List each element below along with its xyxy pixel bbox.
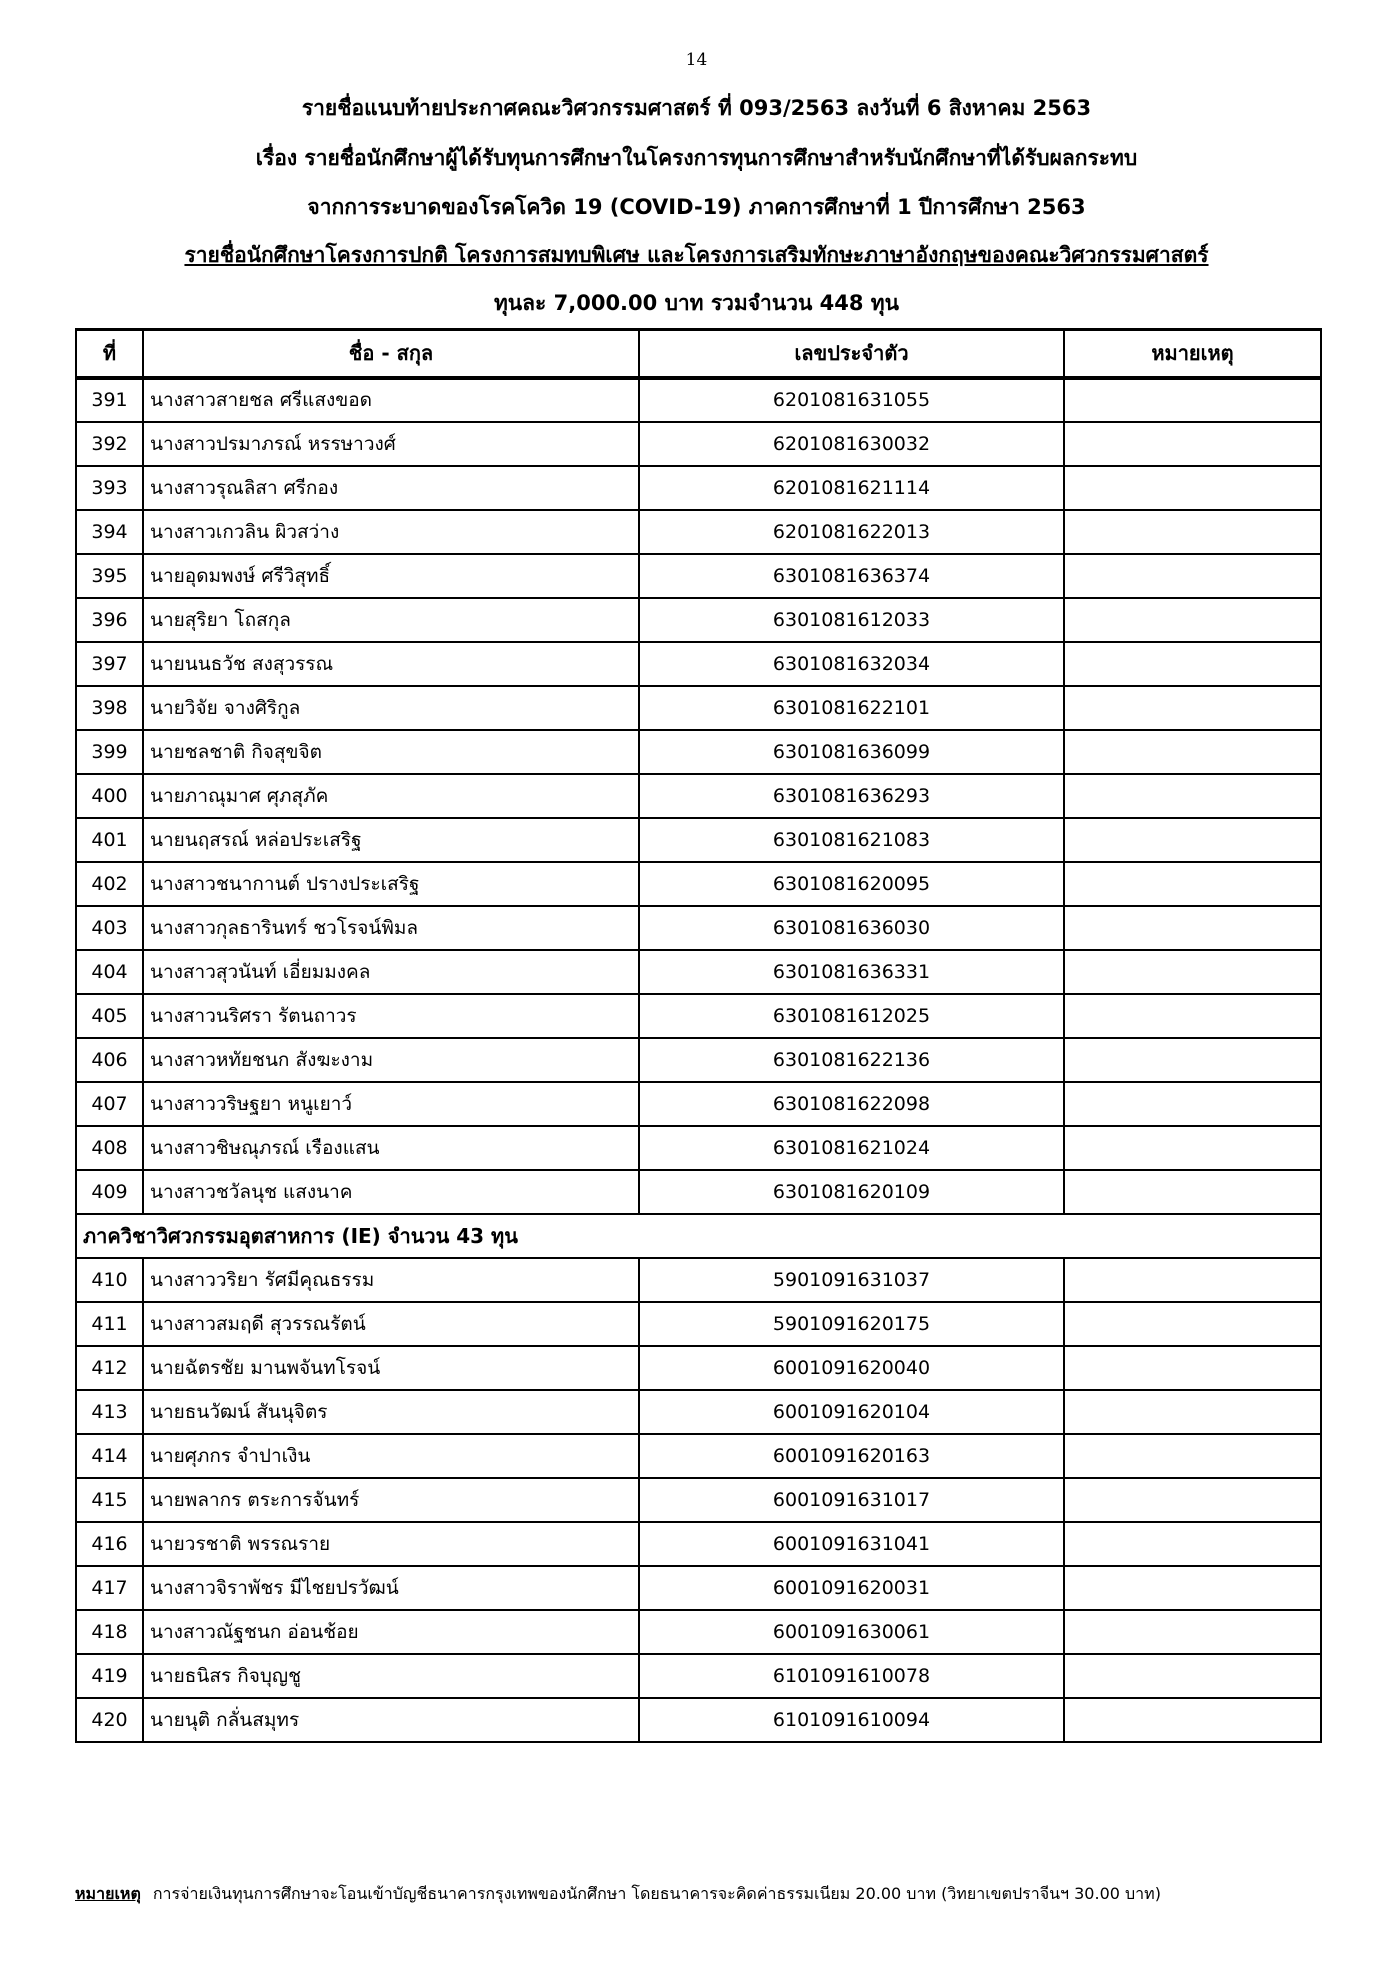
row-number: 420 xyxy=(76,1698,143,1742)
row-number: 396 xyxy=(76,598,143,642)
student-name: นายฉัตรชัย มานพจันทโรจน์ xyxy=(143,1346,639,1390)
column-header-name: ชื่อ - สกุล xyxy=(143,330,639,378)
student-name: นางสาวปรมาภรณ์ หรรษาวงศ์ xyxy=(143,422,639,466)
student-name: นายนนธวัช สงสุวรรณ xyxy=(143,642,639,686)
student-name: นายธนวัฒน์ สันนุจิตร xyxy=(143,1390,639,1434)
row-number: 402 xyxy=(76,862,143,906)
roster-rows-group-b xyxy=(76,1258,1321,1742)
table-row xyxy=(76,422,1321,466)
student-id: 6301081621083 xyxy=(639,818,1064,862)
row-number: 395 xyxy=(76,554,143,598)
program-list-title: รายชื่อนักศึกษาโครงการปกติ โครงการสมทบพิเศษ และโครงการเสริมทักษะภาษาอังกฤษของคณะวิศวกรรมศาสตร์ xyxy=(184,243,1209,267)
remarks-cell xyxy=(1064,466,1321,510)
remarks-cell xyxy=(1064,598,1321,642)
table-row xyxy=(76,1038,1321,1082)
remarks-cell xyxy=(1064,1478,1321,1522)
row-number: 400 xyxy=(76,774,143,818)
student-id: 6201081631055 xyxy=(639,378,1064,422)
student-name: นางสาวรุณลิสา ศรีกอง xyxy=(143,466,639,510)
student-id: 6001091630061 xyxy=(639,1610,1064,1654)
remarks-cell xyxy=(1064,378,1321,422)
footnote-label: หมายเหตุ xyxy=(75,1884,141,1903)
student-name: นายอุดมพงษ์ ศรีวิสุทธิ์ xyxy=(143,554,639,598)
row-number: 415 xyxy=(76,1478,143,1522)
student-name: นายศุภกร จำปาเงิน xyxy=(143,1434,639,1478)
remarks-cell xyxy=(1064,642,1321,686)
student-id: 5901091620175 xyxy=(639,1302,1064,1346)
row-number: 412 xyxy=(76,1346,143,1390)
student-id: 6301081612025 xyxy=(639,994,1064,1038)
student-id: 6301081620095 xyxy=(639,862,1064,906)
student-id: 6001091620104 xyxy=(639,1390,1064,1434)
announcement-reference: รายชื่อแนบท้ายประกาศคณะวิศวกรรมศาสตร์ ที่ 093/2563 ลงวันที่ 6 สิงหาคม 2563 xyxy=(301,96,1092,120)
student-id: 6001091620040 xyxy=(639,1346,1064,1390)
remarks-cell xyxy=(1064,1610,1321,1654)
table-row xyxy=(76,1566,1321,1610)
column-header-remarks: หมายเหตุ xyxy=(1064,330,1321,378)
table-row xyxy=(76,510,1321,554)
table-row xyxy=(76,466,1321,510)
remarks-cell xyxy=(1064,1654,1321,1698)
department-header-row xyxy=(76,1214,1321,1258)
student-id: 6001091631041 xyxy=(639,1522,1064,1566)
remarks-cell xyxy=(1064,686,1321,730)
scholarship-amount-summary: ทุนละ 7,000.00 บาท รวมจำนวน 448 ทุน xyxy=(493,291,900,315)
row-number: 398 xyxy=(76,686,143,730)
student-id: 6301081622101 xyxy=(639,686,1064,730)
remarks-cell xyxy=(1064,1038,1321,1082)
remarks-cell xyxy=(1064,774,1321,818)
row-number: 393 xyxy=(76,466,143,510)
row-number: 391 xyxy=(76,378,143,422)
row-number: 411 xyxy=(76,1302,143,1346)
row-number: 409 xyxy=(76,1170,143,1214)
table-row xyxy=(76,686,1321,730)
student-name: นางสาวกุลธารินทร์ ชวโรจน์พิมล xyxy=(143,906,639,950)
student-id: 6301081620109 xyxy=(639,1170,1064,1214)
student-id: 6301081632034 xyxy=(639,642,1064,686)
student-name: นางสาววริยา รัศมีคุณธรรม xyxy=(143,1258,639,1302)
table-row xyxy=(76,1170,1321,1214)
student-id: 6301081636293 xyxy=(639,774,1064,818)
table-row xyxy=(76,1522,1321,1566)
table-row xyxy=(76,1082,1321,1126)
table-row xyxy=(76,1434,1321,1478)
student-name: นางสาวชิษณุภรณ์ เรืองแสน xyxy=(143,1126,639,1170)
student-id: 6201081622013 xyxy=(639,510,1064,554)
student-id: 6301081612033 xyxy=(639,598,1064,642)
student-id: 6301081636374 xyxy=(639,554,1064,598)
student-id: 6001091620163 xyxy=(639,1434,1064,1478)
student-id: 6001091620031 xyxy=(639,1566,1064,1610)
table-row xyxy=(76,906,1321,950)
remarks-cell xyxy=(1064,1390,1321,1434)
student-name: นางสาวณัฐชนก อ่อนช้อย xyxy=(143,1610,639,1654)
remarks-cell xyxy=(1064,422,1321,466)
row-number: 403 xyxy=(76,906,143,950)
row-number: 405 xyxy=(76,994,143,1038)
remarks-cell xyxy=(1064,1258,1321,1302)
remarks-cell xyxy=(1064,906,1321,950)
table-row xyxy=(76,774,1321,818)
table-row xyxy=(76,1258,1321,1302)
remarks-cell xyxy=(1064,1522,1321,1566)
table-row xyxy=(76,554,1321,598)
table-row xyxy=(76,1302,1321,1346)
table-row xyxy=(76,950,1321,994)
row-number: 414 xyxy=(76,1434,143,1478)
student-id: 5901091631037 xyxy=(639,1258,1064,1302)
remarks-cell xyxy=(1064,862,1321,906)
row-number: 410 xyxy=(76,1258,143,1302)
row-number: 408 xyxy=(76,1126,143,1170)
row-number: 416 xyxy=(76,1522,143,1566)
student-name: นางสาวนริศรา รัตนถาวร xyxy=(143,994,639,1038)
student-id: 6201081621114 xyxy=(639,466,1064,510)
remarks-cell xyxy=(1064,1434,1321,1478)
student-name: นางสาววริษฐยา หนูเยาว์ xyxy=(143,1082,639,1126)
row-number: 406 xyxy=(76,1038,143,1082)
table-row xyxy=(76,862,1321,906)
column-header-number: ที่ xyxy=(76,330,143,378)
table-row xyxy=(76,818,1321,862)
remarks-cell xyxy=(1064,1346,1321,1390)
page-number: 14 xyxy=(685,50,708,70)
student-name: นางสาวสุวนันท์ เอี่ยมมงคล xyxy=(143,950,639,994)
student-name: นายนุติ กลั่นสมุทร xyxy=(143,1698,639,1742)
row-number: 392 xyxy=(76,422,143,466)
department-heading-ie: ภาควิชาวิศวกรรมอุตสาหการ (IE) จำนวน 43 ทุน xyxy=(76,1214,1321,1258)
announcement-subject: เรื่อง รายชื่อนักศึกษาผู้ได้รับทุนการศึกษาในโครงการทุนการศึกษาสำหรับนักศึกษาที่ได้รับผลกระทบ xyxy=(255,146,1138,170)
table-row xyxy=(76,730,1321,774)
table-header-row xyxy=(76,330,1321,378)
table-row xyxy=(76,1478,1321,1522)
roster-rows-group-a xyxy=(76,378,1321,1214)
student-id: 6001091631017 xyxy=(639,1478,1064,1522)
remarks-cell xyxy=(1064,730,1321,774)
remarks-cell xyxy=(1064,510,1321,554)
column-header-student-id: เลขประจำตัว xyxy=(639,330,1064,378)
row-number: 394 xyxy=(76,510,143,554)
student-id: 6301081621024 xyxy=(639,1126,1064,1170)
row-number: 404 xyxy=(76,950,143,994)
remarks-cell xyxy=(1064,950,1321,994)
student-name: นางสาวหทัยชนก สังฆะงาม xyxy=(143,1038,639,1082)
roster-section-ie xyxy=(76,1214,1321,1258)
remarks-cell xyxy=(1064,1170,1321,1214)
table-row xyxy=(76,378,1321,422)
student-name: นางสาวชวัลนุช แสงนาค xyxy=(143,1170,639,1214)
student-name: นายชลชาติ กิจสุขจิต xyxy=(143,730,639,774)
student-id: 6301081622136 xyxy=(639,1038,1064,1082)
announcement-subject-continued: จากการระบาดของโรคโควิด 19 (COVID-19) ภาคการศึกษาที่ 1 ปีการศึกษา 2563 xyxy=(307,195,1086,219)
student-name: นางสาวสมฤดี สุวรรณรัตน์ xyxy=(143,1302,639,1346)
row-number: 401 xyxy=(76,818,143,862)
remarks-cell xyxy=(1064,818,1321,862)
student-id: 6201081630032 xyxy=(639,422,1064,466)
row-number: 417 xyxy=(76,1566,143,1610)
student-name: นายนฤสรณ์ หล่อประเสริฐ xyxy=(143,818,639,862)
row-number: 407 xyxy=(76,1082,143,1126)
student-name: นายวิจัย จางศิริกูล xyxy=(143,686,639,730)
student-name: นางสาวจิราพัชร มีไชยปรวัฒน์ xyxy=(143,1566,639,1610)
remarks-cell xyxy=(1064,1566,1321,1610)
remarks-cell xyxy=(1064,554,1321,598)
scholarship-roster-table xyxy=(75,328,1322,1743)
table-row xyxy=(76,994,1321,1038)
student-name: นางสาวสายชล ศรีแสงขอด xyxy=(143,378,639,422)
remarks-cell xyxy=(1064,994,1321,1038)
student-name: นายวรชาติ พรรณราย xyxy=(143,1522,639,1566)
footnote xyxy=(75,1882,1325,1907)
student-name: นางสาวเกวลิน ผิวสว่าง xyxy=(143,510,639,554)
remarks-cell xyxy=(1064,1302,1321,1346)
student-name: นายธนิสร กิจบุญชู xyxy=(143,1654,639,1698)
student-id: 6301081636099 xyxy=(639,730,1064,774)
student-name: นางสาวชนากานต์ ปรางประเสริฐ xyxy=(143,862,639,906)
student-id: 6301081622098 xyxy=(639,1082,1064,1126)
table-row xyxy=(76,1610,1321,1654)
table-row xyxy=(76,1698,1321,1742)
student-name: นายสุริยา โถสกุล xyxy=(143,598,639,642)
remarks-cell xyxy=(1064,1126,1321,1170)
table-row xyxy=(76,642,1321,686)
table-row xyxy=(76,1126,1321,1170)
row-number: 399 xyxy=(76,730,143,774)
row-number: 413 xyxy=(76,1390,143,1434)
student-id: 6301081636331 xyxy=(639,950,1064,994)
student-name: นายภาณุมาศ ศุภสุภัค xyxy=(143,774,639,818)
row-number: 418 xyxy=(76,1610,143,1654)
student-id: 6101091610078 xyxy=(639,1654,1064,1698)
table-row xyxy=(76,1346,1321,1390)
table-row xyxy=(76,598,1321,642)
student-id: 6301081636030 xyxy=(639,906,1064,950)
footnote-text: การจ่ายเงินทุนการศึกษาจะโอนเข้าบัญชีธนาคารกรุงเทพของนักศึกษา โดยธนาคารจะคิดค่าธรรมเนียม 20.00 บาท (วิทยาเขตปราจีนฯ 30.00 บาท) xyxy=(152,1884,1161,1903)
student-id: 6101091610094 xyxy=(639,1698,1064,1742)
table-row xyxy=(76,1654,1321,1698)
row-number: 397 xyxy=(76,642,143,686)
remarks-cell xyxy=(1064,1082,1321,1126)
table-row xyxy=(76,1390,1321,1434)
row-number: 419 xyxy=(76,1654,143,1698)
remarks-cell xyxy=(1064,1698,1321,1742)
student-name: นายพลากร ตระการจันทร์ xyxy=(143,1478,639,1522)
